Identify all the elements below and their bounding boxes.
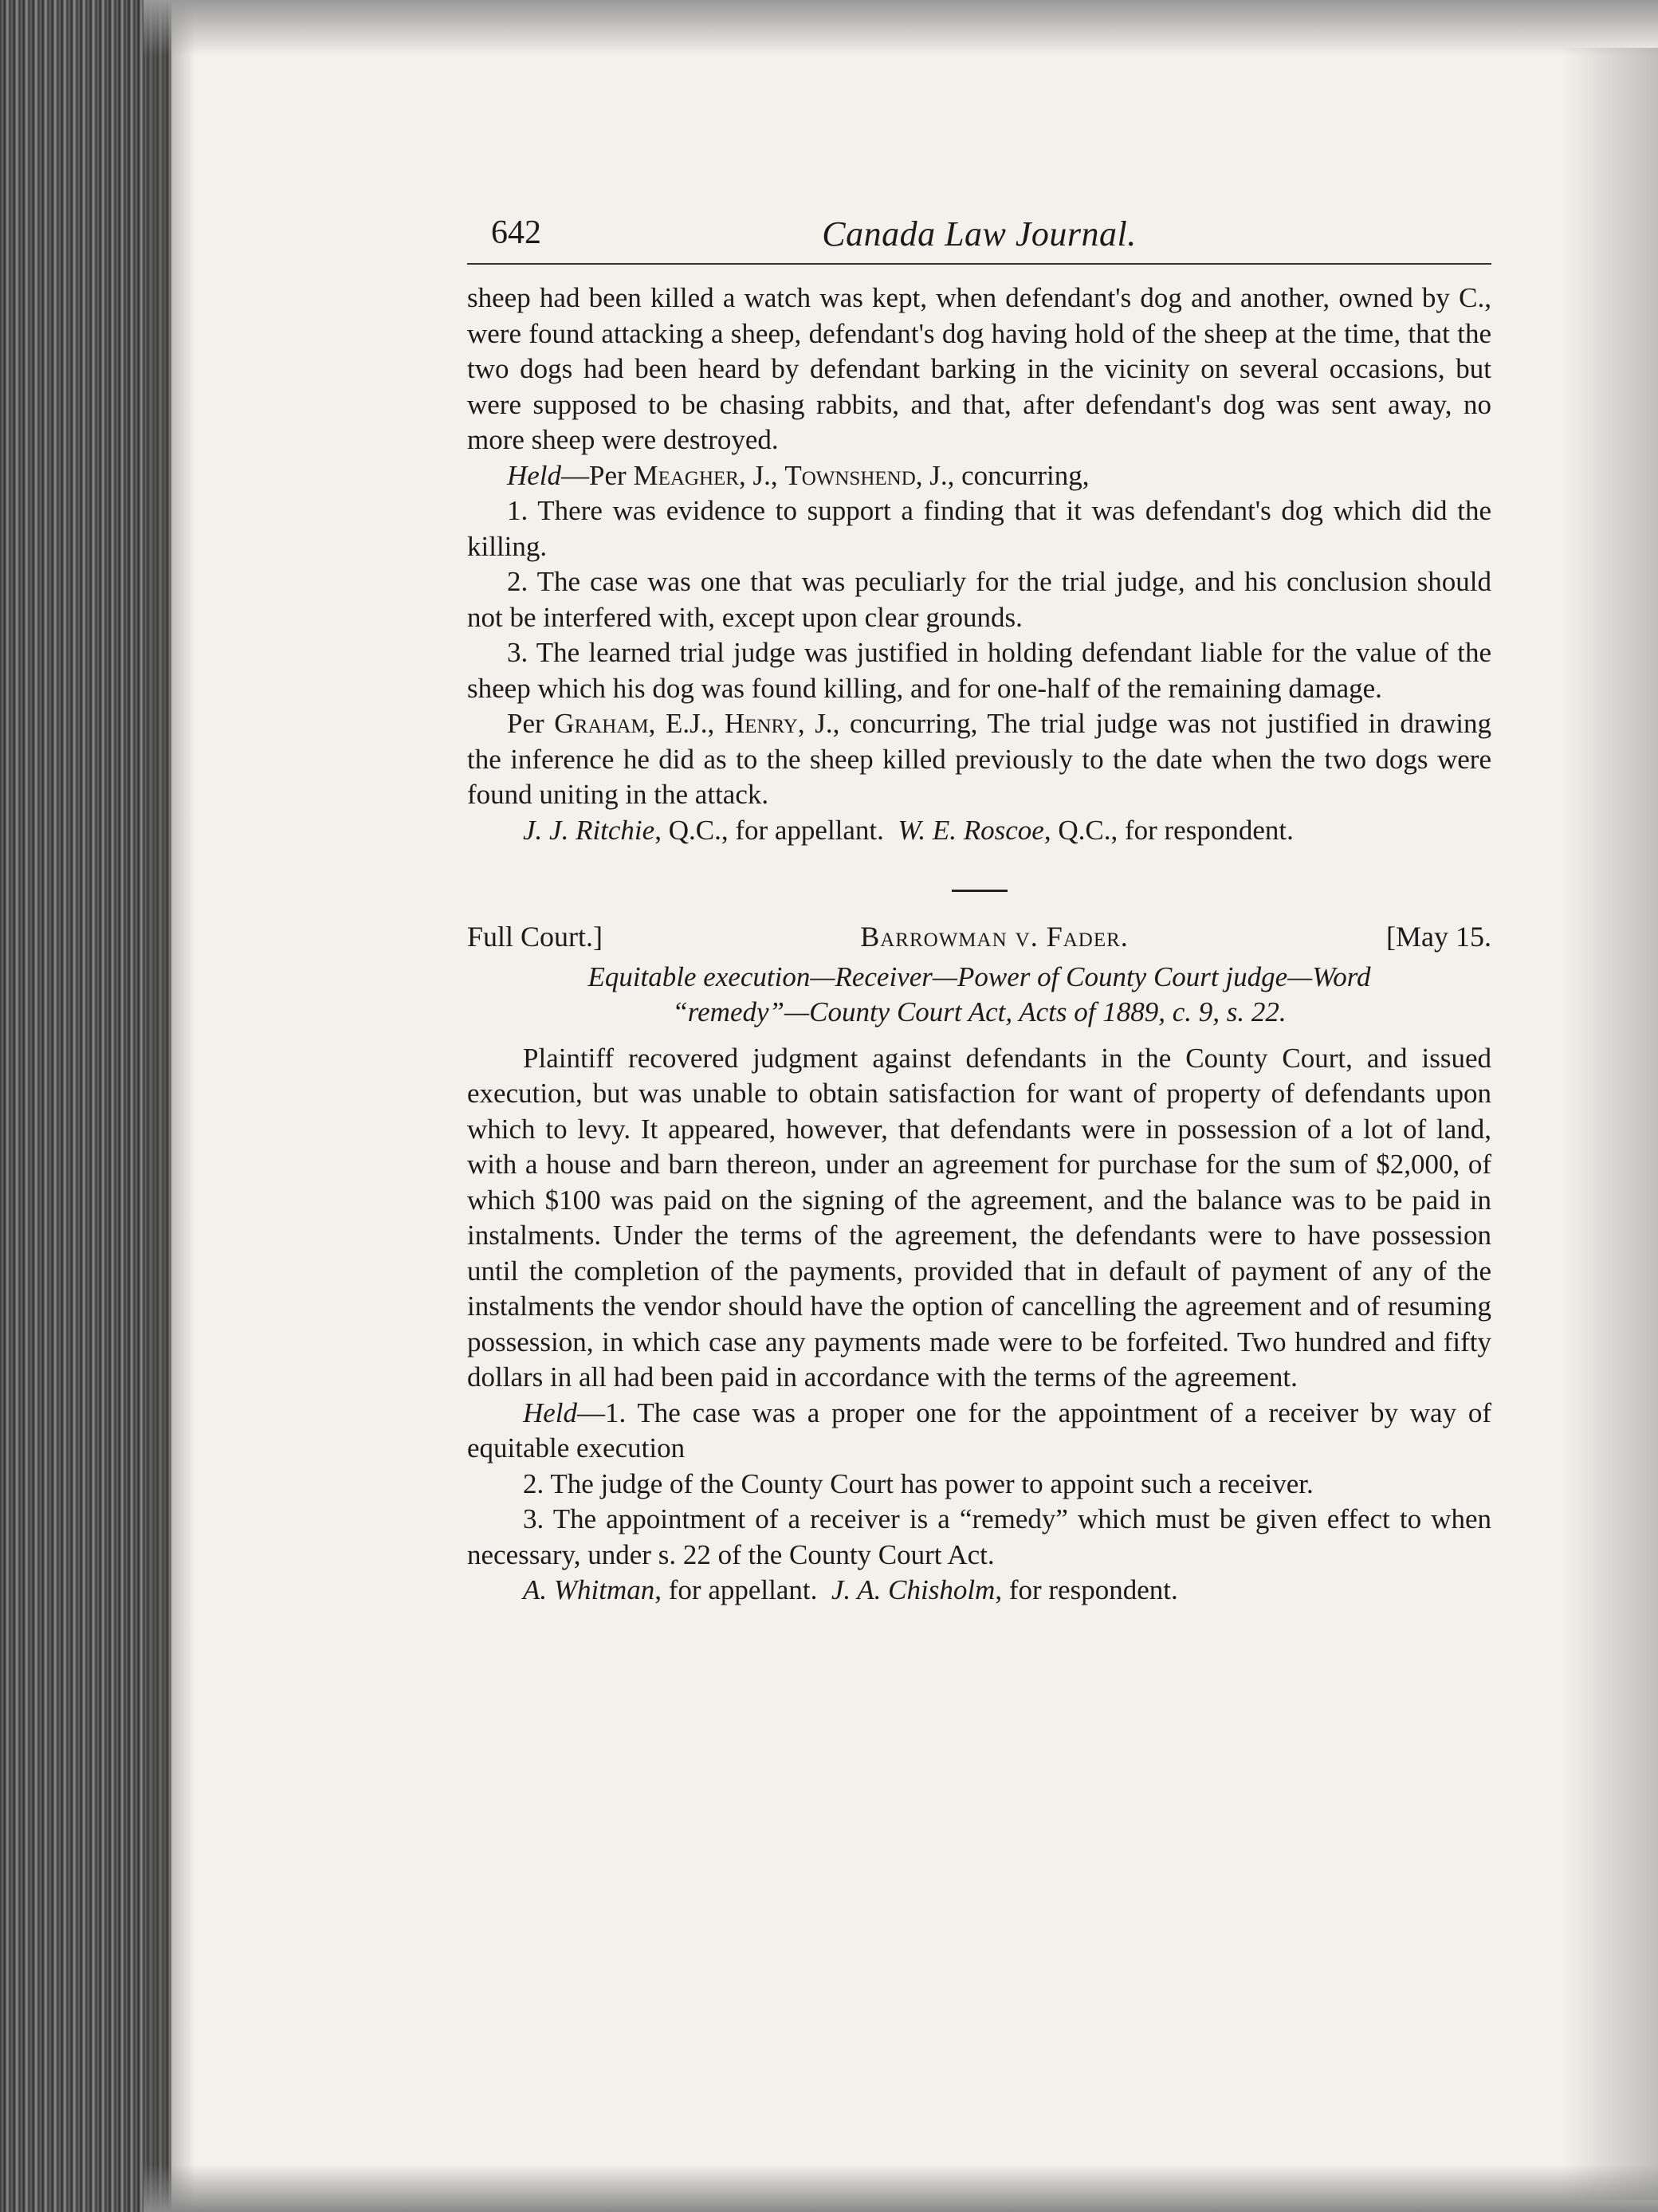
case2-name: Barrowman v. Fader. [860, 921, 1129, 953]
case1-point-2: 2. The case was one that was peculiarly for the trial judge, and his conclusion should not be interfered with, except upon clear grounds. [467, 566, 1491, 633]
scan-edge-top [143, 0, 1658, 56]
case1-opening-paragraph: sheep had been killed a watch was kept, when defendant's dog and another, owned by C., were found attacking a sheep, defendant's dog having hold of the sheep at the time, that the two dogs had been heard by defendant barking in the vicinity on several occasions, but were supposed to be chasing rabbits, and that, after defendant's dog was sent away, no more sheep were destroyed. [467, 282, 1491, 455]
case1-held-mid: , J., [738, 459, 785, 491]
judge-meagher: Meagher [633, 459, 739, 491]
case1-per-rest: , J., concurring, The trial judge was not justified in drawing the inference he did as to the sheep killed previously to the date when the two dogs were found uniting in the attack. [467, 708, 1492, 810]
case1-appellant-role: , Q.C., for appellant. [654, 814, 884, 846]
page-number: 642 [491, 214, 541, 251]
case2-headnote-line-2: “remedy”—County Court Act, Acts of 1889, c. 9, s. 22. [672, 996, 1287, 1027]
case2-appellant-counsel: A. Whitman [523, 1574, 655, 1605]
judge-henry: Henry [724, 708, 798, 739]
journal-title: Canada Law Journal. [822, 214, 1137, 253]
scan-edge-bottom [143, 2164, 1658, 2212]
case1-held-end: , J., concurring, [915, 459, 1090, 491]
case1-held-label: Held [507, 459, 562, 491]
case1-respondent-counsel: W. E. Roscoe [898, 814, 1044, 846]
case2-respondent-role: , for respondent. [995, 1574, 1178, 1605]
case2-held-point-1 [467, 1396, 1491, 1467]
case2-point-3: 3. The appointment of a receiver is a “remedy” which must be given effect to when necessary, under s. 22 of the County Court Act. [467, 1503, 1491, 1570]
case2-held-point-1-text: —1. The case was a proper one for the appointment of a receiver by way of equitable execution [467, 1397, 1491, 1464]
case2-point-2: 2. The judge of the County Court has power to appoint such a receiver. [523, 1467, 1314, 1499]
scan-edge-right [1562, 48, 1658, 2200]
case2-headnote [467, 960, 1491, 1030]
case2-facts: Plaintiff recovered judgment against defendants in the County Court, and issued execution, but was unable to obtain satisfaction for want of property of defendants upon which to levy. It appeared, however, that defendants were in possession of a lot of land, with a house and barn thereon, under an agreement for purchase for the sum of $2,000, of which $100 was paid on the signing of the agreement, and the balance was to be paid in instalments. Under the terms of the agreement, the defendants were to have possession until the completion of the payments, provided that in default of payment of any of the instalments the vendor should have the option of cancelling the agreement and of resuming possession, in which case any payments made were to be forfeited. Two hundred and fifty dollars in all had been paid in accordance with the terms of the agreement. [467, 1042, 1491, 1393]
case2-appellant-role: , for appellant. [654, 1574, 818, 1605]
case1-respondent-role: , Q.C., for respondent. [1043, 814, 1294, 846]
case1-per-mid: , E.J., [648, 708, 725, 739]
case1-per-prefix: Per [507, 708, 555, 739]
case2-respondent-counsel: J. A. Chisholm [831, 1574, 996, 1605]
case2-counsel [467, 1573, 1491, 1609]
case1-point-1: 1. There was evidence to support a finding that it was defendant's dog which did the killing. [467, 495, 1491, 562]
case1-counsel [467, 813, 1491, 849]
running-head [467, 207, 1491, 265]
judge-townshend: Townshend [784, 459, 916, 491]
case2-headnote-line-1: Equitable execution—Receiver—Power of County Court judge—Word [587, 961, 1371, 992]
case1-point-3: 3. The learned trial judge was justified in holding defendant liable for the value of the sheep which his dog was found killing, and for one-half of the remaining damage. [467, 637, 1491, 704]
case2-header [467, 919, 1491, 955]
case2-held-label: Held [523, 1397, 578, 1428]
judge-graham: Graham [554, 708, 649, 739]
case1-held-sep: —Per [561, 459, 634, 491]
case2-court: Full Court.] [467, 921, 603, 953]
case2-date: [May 15. [1386, 921, 1491, 953]
section-divider [952, 890, 1008, 892]
journal-page [467, 207, 1491, 1609]
case1-per-graham [467, 706, 1491, 813]
case1-held-intro [467, 458, 1491, 494]
case1-appellant-counsel: J. J. Ritchie [523, 814, 655, 846]
scan-edge-left [0, 0, 171, 2212]
